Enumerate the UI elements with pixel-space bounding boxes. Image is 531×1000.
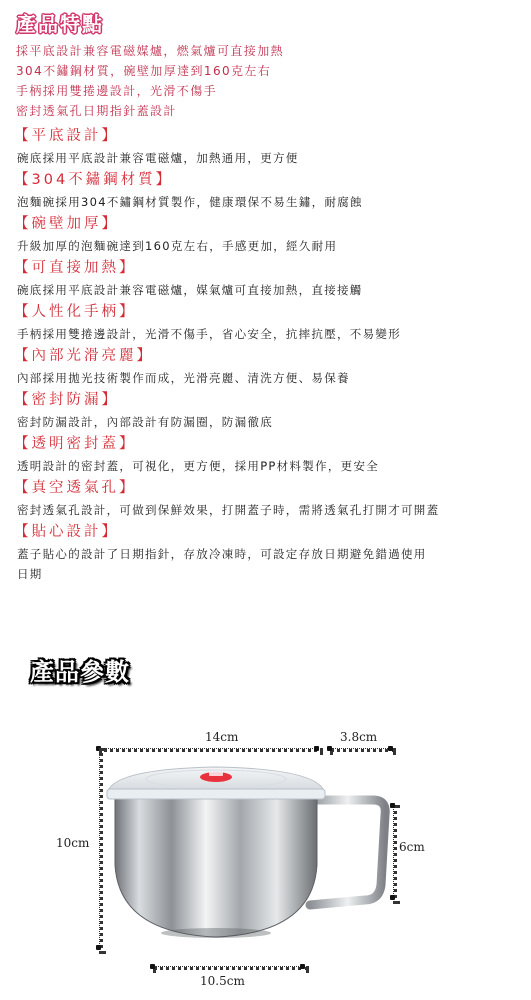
dim-handle-line [330, 748, 396, 752]
dim-bottom-line [153, 966, 309, 970]
dim-marker [314, 746, 319, 751]
features-title: 產品特點 [16, 12, 104, 36]
feature-heading: 【可直接加熱】 [14, 260, 137, 276]
feature-heading: 【304不鏽鋼材質】 [14, 172, 174, 188]
intro-line: 手柄採用雙捲邊設計，光滑不傷手 [16, 84, 218, 98]
dim-handle-label: 3.8cm [340, 730, 378, 744]
feature-heading: 【人性化手柄】 [14, 304, 137, 320]
feature-item [14, 432, 519, 476]
dim-width-top-label: 14cm [205, 730, 239, 744]
feature-description: 透明設計的密封蓋，可視化，更方便，採用PP材料製作，更安全 [17, 459, 380, 473]
bowl-illustration [105, 755, 395, 945]
dim-width-top-line [99, 748, 323, 752]
feature-description: 碗底採用平底設計兼容電磁爐，加熱通用，更方便 [17, 151, 299, 165]
feature-item [14, 520, 519, 584]
feature-description: 碗底採用平底設計兼容電磁爐，媒氣爐可直接加熱，直接接觸 [17, 283, 363, 297]
dim-marker [327, 746, 332, 751]
dim-handle-height-label: 6cm [399, 840, 425, 854]
feature-description: 密封透氣孔設計，可做到保鮮效果，打開蓋子時，需將透氣孔打開才可開蓋 [17, 503, 440, 517]
feature-list [14, 124, 519, 584]
feature-description: 手柄採用雙捲邊設計，光滑不傷手，省心安全，抗摔抗壓，不易變形 [17, 327, 401, 341]
intro-line: 密封透氣孔日期指針蓋設計 [16, 104, 177, 118]
dim-height-line [99, 748, 103, 954]
feature-item [14, 344, 519, 388]
feature-heading: 【透明密封蓋】 [14, 436, 137, 452]
dim-bottom-label: 10.5cm [200, 974, 245, 988]
feature-item [14, 388, 519, 432]
feature-heading: 【貼心設計】 [14, 524, 119, 540]
feature-description: 內部採用拋光技術製作而成，光滑亮麗、清洗方便、易保養 [17, 371, 350, 385]
dim-marker [300, 964, 305, 969]
feature-heading: 【真空透氣孔】 [14, 480, 137, 496]
intro-line: 採平底設計兼容電磁媒爐，燃氣爐可直接加熱 [16, 44, 285, 58]
feature-description: 泡麵碗採用304不鏽鋼材質製作，健康環保不易生鏽，耐腐蝕 [17, 195, 363, 209]
intro-list [16, 41, 516, 121]
feature-item [14, 256, 519, 300]
feature-item [14, 212, 519, 256]
feature-heading: 【密封防漏】 [14, 392, 119, 408]
feature-description: 蓋子貼心的設計了日期指針，存放冷凍時，可設定存放日期避免錯過使用日期 [17, 547, 427, 581]
spec-title: 產品參數 [30, 658, 130, 686]
feature-heading: 【平底設計】 [14, 128, 119, 144]
feature-description: 密封防漏設計，內部設計有防漏圈，防漏徹底 [17, 415, 273, 429]
feature-item [14, 300, 519, 344]
intro-line: 304不鏽鋼材質，碗壁加厚達到160克左右 [16, 64, 272, 78]
feature-item [14, 476, 519, 520]
feature-item [14, 168, 519, 212]
dim-marker [150, 964, 155, 969]
dim-marker [388, 746, 393, 751]
feature-item [14, 124, 519, 168]
dim-marker [96, 945, 101, 950]
feature-description: 升級加厚的泡麵碗達到160克左右，手感更加，經久耐用 [17, 239, 338, 253]
feature-heading: 【內部光滑亮麗】 [14, 348, 154, 364]
dim-height-label: 10cm [56, 836, 90, 850]
feature-heading: 【碗壁加厚】 [14, 216, 119, 232]
